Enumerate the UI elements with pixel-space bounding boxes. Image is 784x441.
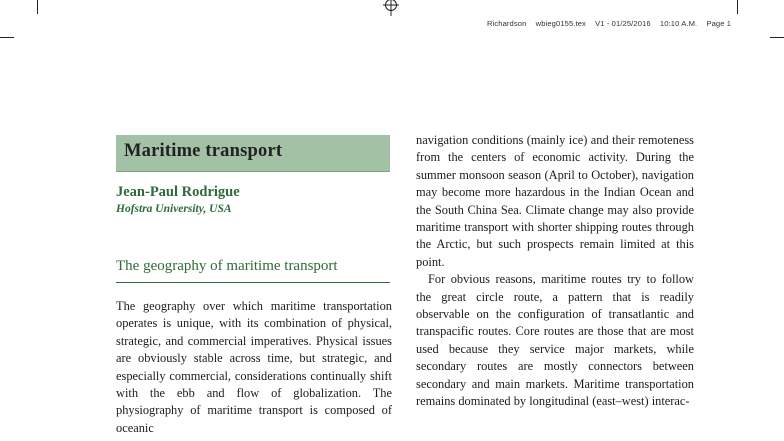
body-paragraph: For obvious reasons, maritime routes try to follow the great circle route, a pattern that is readily observable on the configuration of transatlantic and transpacific routes. Core routes are those that are most used because they service major markets, while secondary routes are mostly connectors between secondary and main markets. Maritime transportation remains dominated by longitudinal (east–west) interac-: [416, 272, 694, 409]
section-rule: [116, 282, 390, 283]
header-author: Richardson: [487, 19, 527, 28]
registration-mark-icon: [381, 0, 401, 16]
running-header: [487, 19, 738, 28]
body-paragraph: navigation conditions (mainly ice) and their remoteness from the centers of economic activity. During the summer monsoon season (April to October), navigation may become more hazardous in the Indian Ocean and the South China Sea. Climate change may also provide maritime transport with shorter shipping routes through the Arctic, but such prospects remain limited at this point.: [416, 133, 694, 269]
header-page: Page 1: [706, 19, 732, 28]
crop-mark-top-right: [737, 0, 738, 14]
header-file: wbieg0155.tex: [535, 19, 586, 28]
right-column: [416, 132, 694, 411]
body-paragraph: The geography over which maritime transportation operates is unique, with its combination of physical, strategic, and commercial imperatives. Physical issues are obviously stable across time, but strategic, and especially commercial, considerations continually shift with the ebb and flow of globalization. The physiography of maritime transport is composed of oceanic: [116, 299, 392, 435]
header-version: V1 - 01/25/2016: [595, 19, 651, 28]
crop-mark-left: [0, 37, 14, 38]
article-title-banner: [116, 135, 390, 172]
section-heading: The geography of maritime transport: [116, 258, 338, 274]
crop-mark-right: [770, 37, 784, 38]
author-affiliation: Hofstra University, USA: [116, 203, 232, 215]
header-time: 10:10 A.M.: [659, 19, 698, 28]
article-title: Maritime transport: [124, 141, 283, 161]
crop-mark-top-left: [37, 0, 38, 14]
author-name: Jean-Paul Rodrigue: [116, 184, 240, 200]
left-column: [116, 298, 392, 437]
